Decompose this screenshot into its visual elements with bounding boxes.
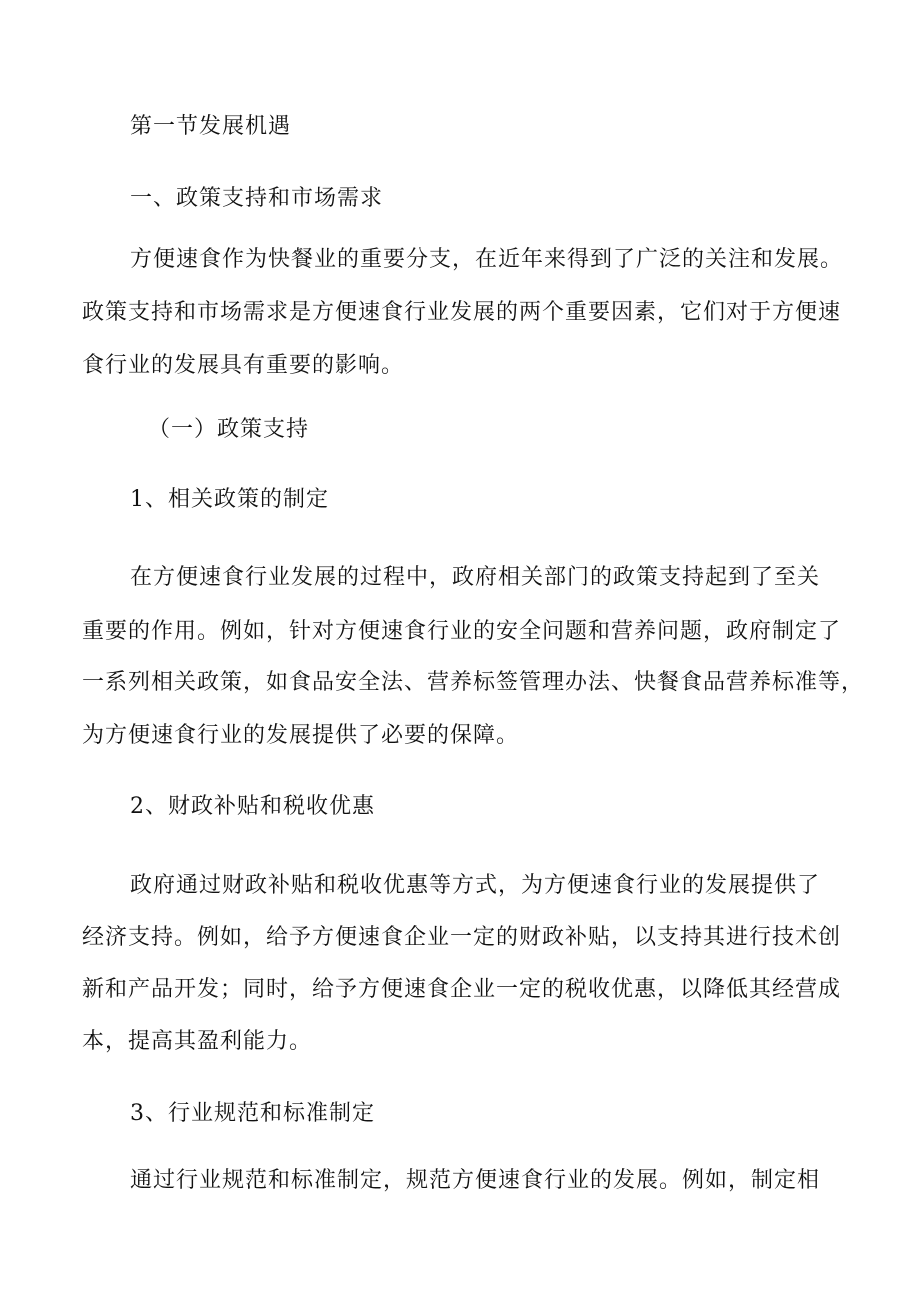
paragraph-line: 为方便速食行业的发展提供了必要的保障。 [82, 723, 520, 748]
paragraph-line: 通过行业规范和标准制定，规范方便速食行业的发展。例如，制定相 [130, 1168, 821, 1193]
paragraph-line: 新和产品开发；同时，给予方便速食企业一定的税收优惠，以降低其经营成 [82, 977, 842, 1002]
paragraph-line: 政策支持和市场需求是方便速食行业发展的两个重要因素，它们对于方便速 [82, 300, 842, 325]
paragraph-line: 政府通过财政补贴和税收优惠等方式，为方便速食行业的发展提供了 [130, 873, 821, 898]
paragraph-line: 在方便速食行业发展的过程中，政府相关部门的政策支持起到了至关 [130, 565, 821, 590]
paragraph-line: 方便速食作为快餐业的重要分支，在近年来得到了广泛的关注和发展。 [130, 247, 844, 272]
item-title-industry-standards: 3、行业规范和标准制定 [130, 1101, 375, 1126]
paragraph-line: 食行业的发展具有重要的影响。 [82, 353, 405, 378]
paragraph-line: 本，提高其盈利能力。 [82, 1029, 313, 1054]
heading-policy-market: 一、政策支持和市场需求 [130, 186, 384, 211]
subheading-policy-support: （一）政策支持 [148, 417, 310, 442]
section-title: 第一节发展机遇 [130, 114, 292, 139]
item-title-policy-making: 1、相关政策的制定 [130, 487, 329, 512]
paragraph-line: 重要的作用。例如，针对方便速食行业的安全问题和营养问题，政府制定了 [82, 619, 842, 644]
item-title-subsidy-tax: 2、财政补贴和税收优惠 [130, 794, 375, 819]
paragraph-line: 经济支持。例如，给予方便速食企业一定的财政补贴，以支持其进行技术创 [82, 925, 842, 950]
paragraph-line: 一系列相关政策，如食品安全法、营养标签管理办法、快餐食品营养标准等， [82, 670, 865, 695]
